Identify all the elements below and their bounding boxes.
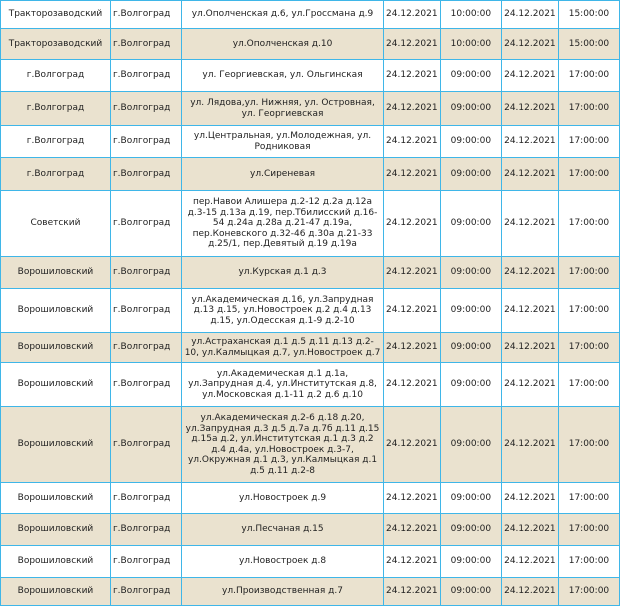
start-date-cell: 24.12.2021: [383, 158, 440, 191]
city-cell: г.Волгоград: [110, 333, 181, 363]
end-time-cell: 17:00:00: [558, 407, 619, 483]
table-row: [1, 289, 620, 333]
city-cell: г.Волгоград: [110, 289, 181, 333]
table-row: [1, 578, 620, 606]
table-row: [1, 257, 620, 289]
district-cell: Ворошиловский: [1, 407, 111, 483]
city-cell: г.Волгоград: [110, 60, 181, 92]
table-row: [1, 363, 620, 407]
end-date-cell: 24.12.2021: [501, 158, 558, 191]
start-date-cell: 24.12.2021: [383, 578, 440, 606]
end-date-cell: 24.12.2021: [501, 289, 558, 333]
end-date-cell: 24.12.2021: [501, 1, 558, 29]
end-time-cell: 17:00:00: [558, 363, 619, 407]
district-cell: г.Волгоград: [1, 60, 111, 92]
start-time-cell: 10:00:00: [440, 29, 501, 60]
start-time-cell: 09:00:00: [440, 191, 501, 257]
street-cell: ул.Новостроек д.9: [182, 483, 384, 514]
street-cell: ул.Песчаная д.15: [182, 514, 384, 546]
end-date-cell: 24.12.2021: [501, 126, 558, 158]
end-date-cell: 24.12.2021: [501, 483, 558, 514]
table-row: [1, 546, 620, 578]
end-time-cell: 17:00:00: [558, 289, 619, 333]
district-cell: Тракторозаводский: [1, 29, 111, 60]
street-cell: ул.Ополченская д.6, ул.Гроссмана д.9: [182, 1, 384, 29]
start-time-cell: 09:00:00: [440, 158, 501, 191]
start-time-cell: 09:00:00: [440, 483, 501, 514]
street-cell: ул.Центральная, ул.Молодежная, ул. Родниковая: [182, 126, 384, 158]
start-time-cell: 09:00:00: [440, 92, 501, 126]
end-time-cell: 17:00:00: [558, 60, 619, 92]
city-cell: г.Волгоград: [110, 126, 181, 158]
end-date-cell: 24.12.2021: [501, 514, 558, 546]
start-time-cell: 09:00:00: [440, 407, 501, 483]
start-date-cell: 24.12.2021: [383, 407, 440, 483]
start-date-cell: 24.12.2021: [383, 483, 440, 514]
start-date-cell: 24.12.2021: [383, 514, 440, 546]
district-cell: Ворошиловский: [1, 483, 111, 514]
start-time-cell: 09:00:00: [440, 289, 501, 333]
city-cell: г.Волгоград: [110, 158, 181, 191]
end-date-cell: 24.12.2021: [501, 191, 558, 257]
district-cell: г.Волгоград: [1, 126, 111, 158]
street-cell: ул.Сиреневая: [182, 158, 384, 191]
start-date-cell: 24.12.2021: [383, 363, 440, 407]
end-date-cell: 24.12.2021: [501, 92, 558, 126]
start-time-cell: 09:00:00: [440, 578, 501, 606]
city-cell: г.Волгоград: [110, 92, 181, 126]
end-time-cell: 17:00:00: [558, 333, 619, 363]
street-cell: ул.Академическая д.1 д.1а, ул.Запрудная д.4, ул.Институтская д.8, ул.Московская д.1-11 д.2 д.6 д.10: [182, 363, 384, 407]
end-time-cell: 17:00:00: [558, 158, 619, 191]
street-cell: ул.Ополченская д.10: [182, 29, 384, 60]
district-cell: г.Волгоград: [1, 92, 111, 126]
street-cell: ул.Курская д.1 д.3: [182, 257, 384, 289]
table-row: [1, 158, 620, 191]
city-cell: г.Волгоград: [110, 29, 181, 60]
city-cell: г.Волгоград: [110, 514, 181, 546]
start-date-cell: 24.12.2021: [383, 92, 440, 126]
end-time-cell: 17:00:00: [558, 578, 619, 606]
street-cell: ул. Георгиевская, ул. Ольгинская: [182, 60, 384, 92]
table-row: [1, 29, 620, 60]
street-cell: ул.Академическая д.16, ул.Запрудная д.13 д.15, ул.Новостроек д.2 д.4 д.13 д.15, ул.Одесская д.1-9 д.2-10: [182, 289, 384, 333]
start-time-cell: 09:00:00: [440, 363, 501, 407]
end-time-cell: 17:00:00: [558, 546, 619, 578]
street-cell: пер.Навои Алишера д.2-12 д.2а д.12а д.3-15 д.13а д.19, пер.Тбилисский д.16-54 д.24а д.28а д.21-47 д.19а, пер.Коневского д.32-46 д.30а д.21-33 д.25/1, пер.Девятый д.19 д.19а: [182, 191, 384, 257]
street-cell: ул. Лядова,ул. Нижняя, ул. Островная, ул. Георгиевская: [182, 92, 384, 126]
start-time-cell: 09:00:00: [440, 126, 501, 158]
district-cell: Ворошиловский: [1, 546, 111, 578]
start-time-cell: 09:00:00: [440, 333, 501, 363]
table-row: [1, 333, 620, 363]
table-row: [1, 1, 620, 29]
start-time-cell: 09:00:00: [440, 60, 501, 92]
end-date-cell: 24.12.2021: [501, 257, 558, 289]
district-cell: Ворошиловский: [1, 514, 111, 546]
table-row: [1, 514, 620, 546]
end-date-cell: 24.12.2021: [501, 407, 558, 483]
city-cell: г.Волгоград: [110, 578, 181, 606]
district-cell: Ворошиловский: [1, 289, 111, 333]
city-cell: г.Волгоград: [110, 1, 181, 29]
street-cell: ул.Академическая д.2-6 д.18 д.20, ул.Запрудная д.3 д.5 д.7а д.7б д.11 д.15 д.15а д.2, ул.Институтская д.1 д.3 д.2 д.4 д.4а, ул.Новостроек д.3-7, ул.Окружная д.1 д.3, ул.Калмыцкая д.1 д.5 д.11 д.2-8: [182, 407, 384, 483]
end-time-cell: 17:00:00: [558, 126, 619, 158]
district-cell: Ворошиловский: [1, 333, 111, 363]
end-time-cell: 17:00:00: [558, 483, 619, 514]
start-date-cell: 24.12.2021: [383, 60, 440, 92]
start-time-cell: 09:00:00: [440, 257, 501, 289]
start-time-cell: 09:00:00: [440, 514, 501, 546]
start-time-cell: 09:00:00: [440, 546, 501, 578]
street-cell: ул.Производственная д.7: [182, 578, 384, 606]
district-cell: Тракторозаводский: [1, 1, 111, 29]
end-date-cell: 24.12.2021: [501, 546, 558, 578]
city-cell: г.Волгоград: [110, 407, 181, 483]
end-date-cell: 24.12.2021: [501, 578, 558, 606]
city-cell: г.Волгоград: [110, 363, 181, 407]
district-cell: Ворошиловский: [1, 578, 111, 606]
district-cell: Ворошиловский: [1, 363, 111, 407]
end-time-cell: 17:00:00: [558, 514, 619, 546]
end-date-cell: 24.12.2021: [501, 60, 558, 92]
end-time-cell: 17:00:00: [558, 191, 619, 257]
start-date-cell: 24.12.2021: [383, 257, 440, 289]
district-cell: Советский: [1, 191, 111, 257]
city-cell: г.Волгоград: [110, 257, 181, 289]
end-date-cell: 24.12.2021: [501, 29, 558, 60]
table-row: [1, 126, 620, 158]
table-row: [1, 60, 620, 92]
start-date-cell: 24.12.2021: [383, 546, 440, 578]
start-date-cell: 24.12.2021: [383, 333, 440, 363]
street-cell: ул.Астраханская д.1 д.5 д.11 д.13 д.2-10, ул.Калмыцкая д.7, ул.Новостроек д.7: [182, 333, 384, 363]
end-time-cell: 17:00:00: [558, 92, 619, 126]
start-date-cell: 24.12.2021: [383, 126, 440, 158]
city-cell: г.Волгоград: [110, 191, 181, 257]
end-time-cell: 17:00:00: [558, 257, 619, 289]
city-cell: г.Волгоград: [110, 546, 181, 578]
start-date-cell: 24.12.2021: [383, 191, 440, 257]
start-date-cell: 24.12.2021: [383, 1, 440, 29]
end-time-cell: 15:00:00: [558, 29, 619, 60]
end-date-cell: 24.12.2021: [501, 363, 558, 407]
district-cell: г.Волгоград: [1, 158, 111, 191]
start-date-cell: 24.12.2021: [383, 289, 440, 333]
start-time-cell: 10:00:00: [440, 1, 501, 29]
district-cell: Ворошиловский: [1, 257, 111, 289]
table-row: [1, 483, 620, 514]
end-date-cell: 24.12.2021: [501, 333, 558, 363]
table-row: [1, 407, 620, 483]
city-cell: г.Волгоград: [110, 483, 181, 514]
street-cell: ул.Новостроек д.8: [182, 546, 384, 578]
table-row: [1, 92, 620, 126]
start-date-cell: 24.12.2021: [383, 29, 440, 60]
end-time-cell: 15:00:00: [558, 1, 619, 29]
table-row: [1, 191, 620, 257]
